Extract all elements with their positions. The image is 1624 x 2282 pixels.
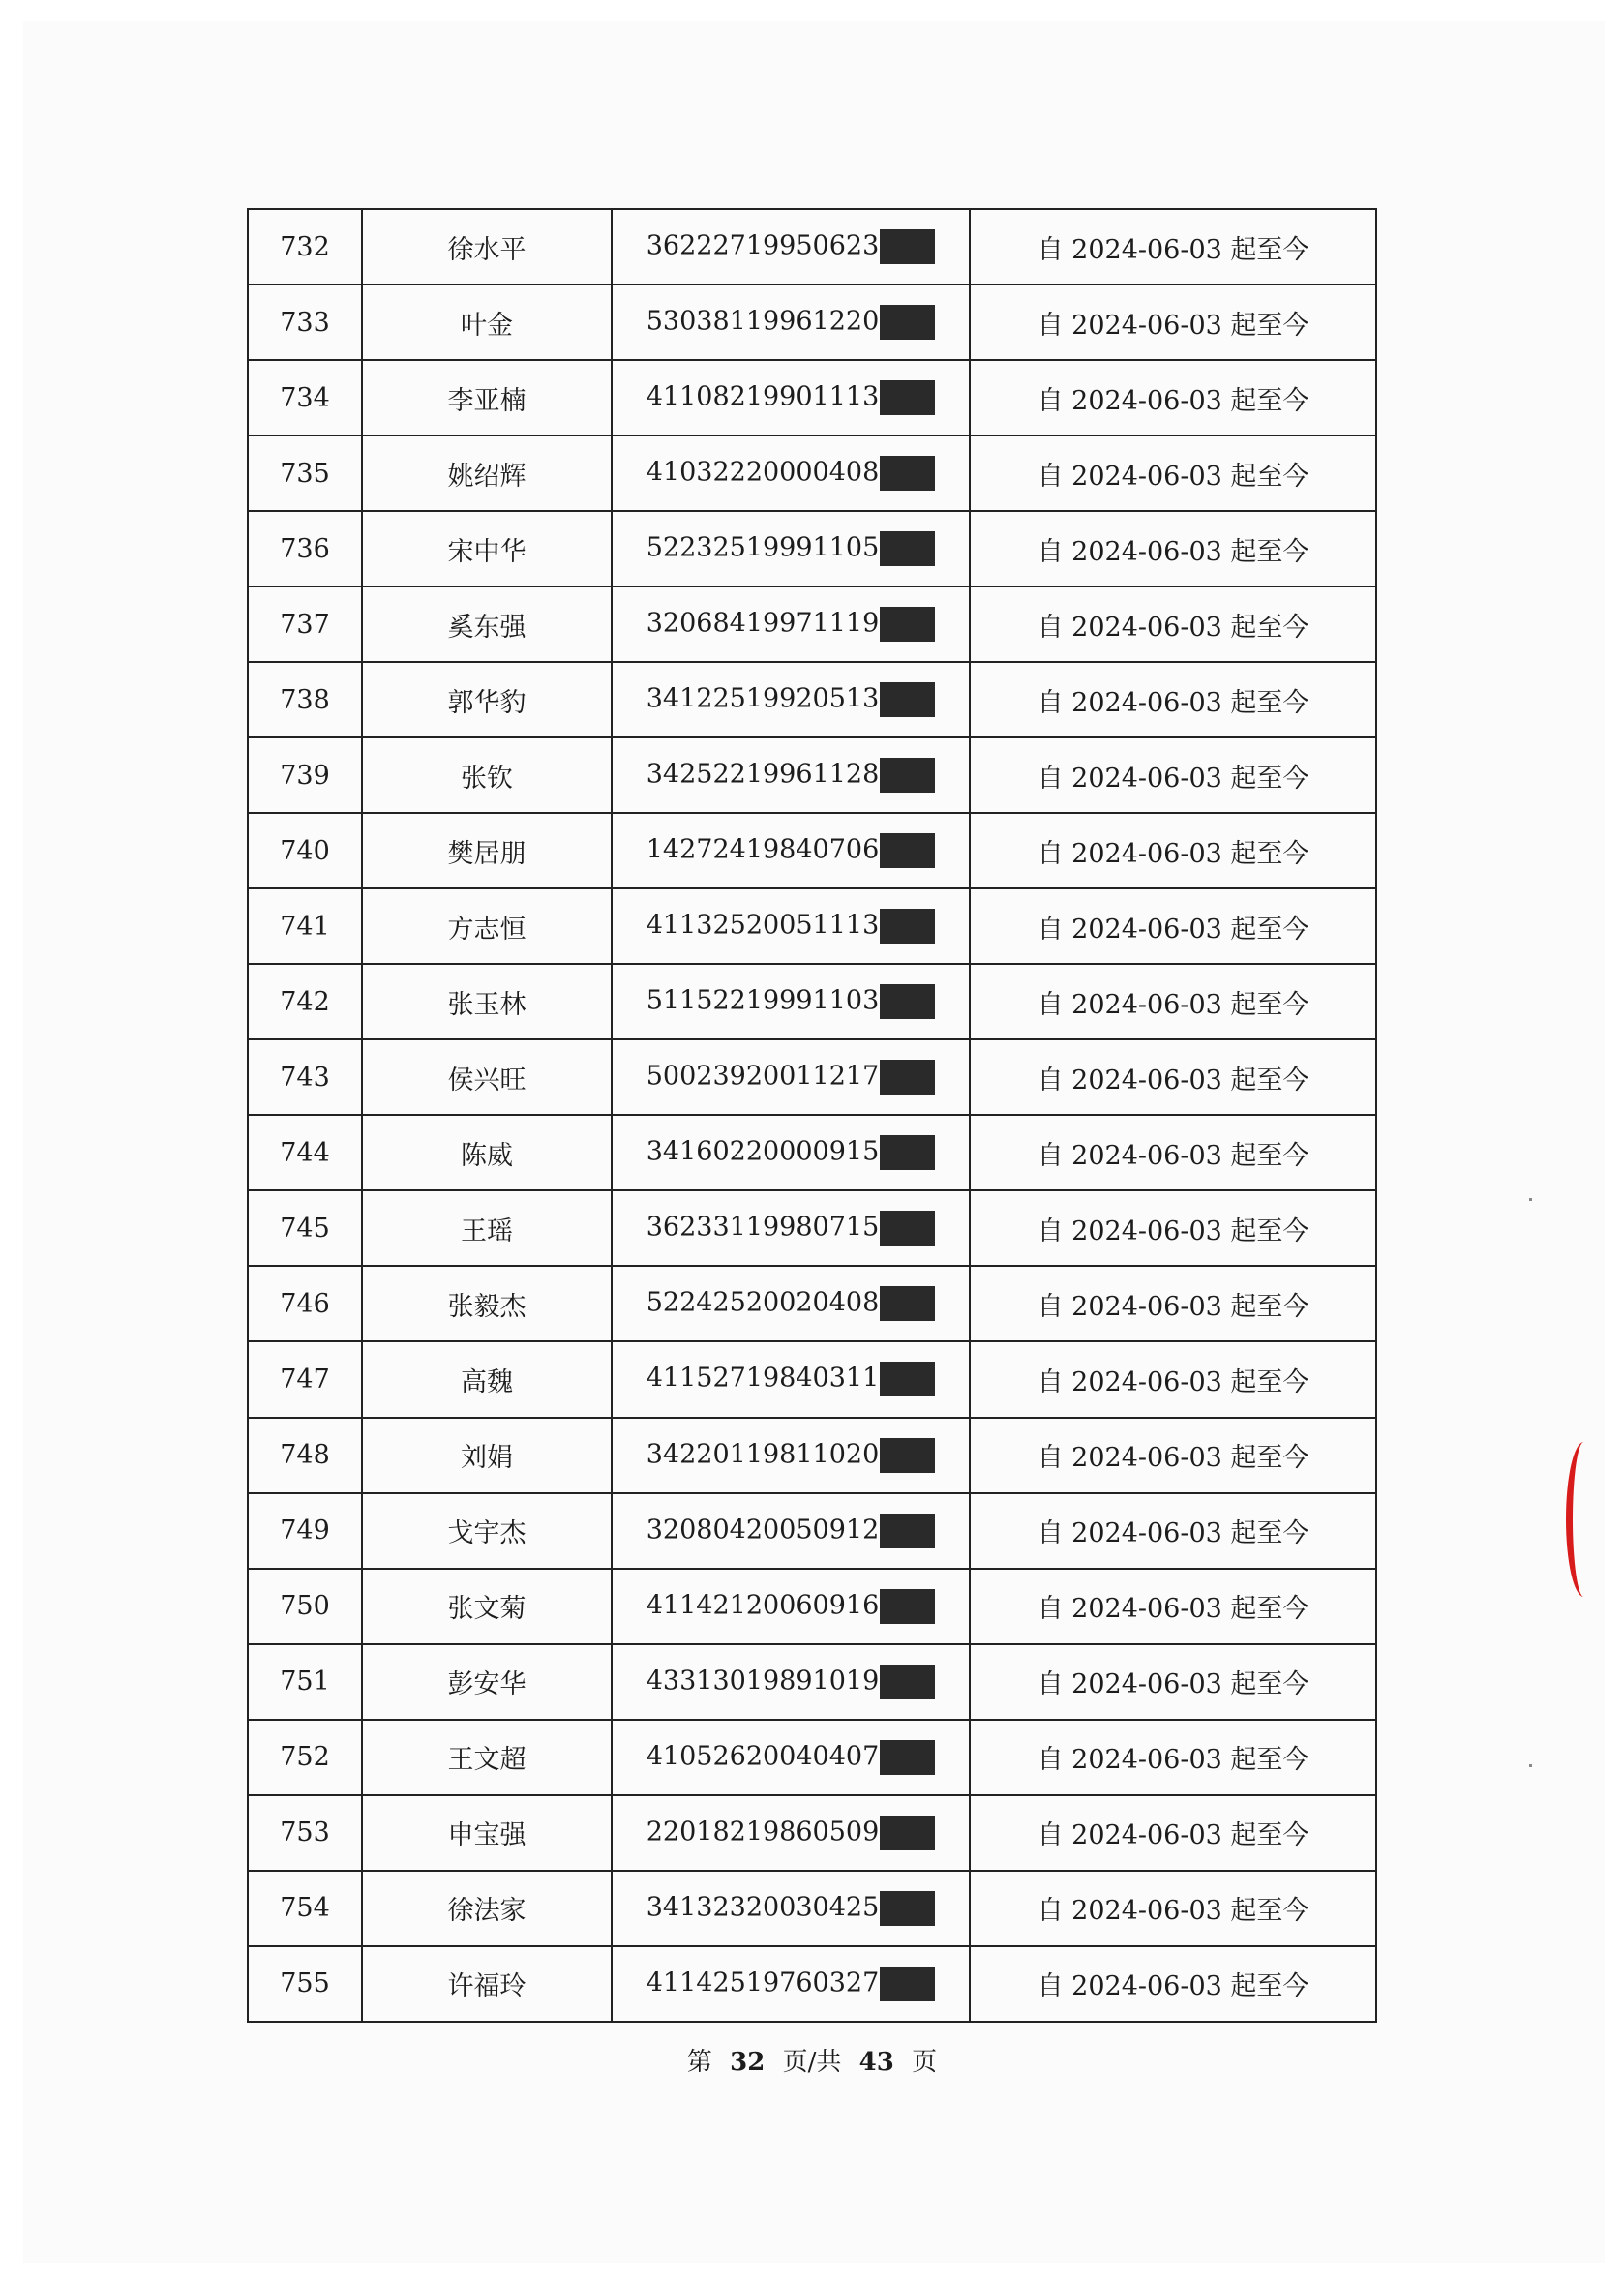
table-row	[248, 1720, 1376, 1795]
row-number: 747	[248, 1341, 362, 1417]
id-number-cell	[612, 662, 970, 737]
table-row	[248, 209, 1376, 285]
id-number-cell	[612, 285, 970, 360]
start-date: 自 2024-06-03 起至今	[970, 1115, 1376, 1190]
row-number: 740	[248, 813, 362, 888]
id-number-cell	[612, 360, 970, 435]
id-number-cell	[612, 1418, 970, 1493]
row-number: 750	[248, 1569, 362, 1644]
scan-speck	[1529, 1764, 1532, 1767]
row-number: 746	[248, 1266, 362, 1341]
table-row	[248, 1115, 1376, 1190]
start-date: 自 2024-06-03 起至今	[970, 1266, 1376, 1341]
footer-middle: 页/共	[782, 2048, 842, 2077]
id-number-visible: 41142120060916	[646, 1590, 880, 1621]
row-number: 745	[248, 1190, 362, 1266]
redaction-block	[880, 1135, 935, 1170]
table-row	[248, 586, 1376, 662]
id-number-visible: 51152219991103	[646, 985, 880, 1016]
person-name: 申宝强	[362, 1795, 612, 1871]
id-number-visible: 41152719840311	[646, 1363, 880, 1394]
id-number-cell	[612, 1871, 970, 1946]
redaction-block	[880, 1589, 935, 1624]
row-number: 742	[248, 964, 362, 1039]
row-number: 753	[248, 1795, 362, 1871]
row-number: 736	[248, 511, 362, 586]
id-number-visible: 34220119811020	[646, 1439, 880, 1470]
start-date: 自 2024-06-03 起至今	[970, 964, 1376, 1039]
id-number-visible: 32068419971119	[646, 608, 880, 639]
person-name: 刘娟	[362, 1418, 612, 1493]
redaction-block	[880, 305, 935, 340]
id-number-cell	[612, 1720, 970, 1795]
id-number-cell	[612, 1190, 970, 1266]
row-number: 755	[248, 1946, 362, 2022]
redaction-block	[880, 1891, 935, 1926]
person-name: 许福玲	[362, 1946, 612, 2022]
redaction-block	[880, 380, 935, 415]
redaction-block	[880, 1362, 935, 1396]
id-number-visible: 50023920011217	[646, 1061, 880, 1092]
id-number-cell	[612, 586, 970, 662]
person-name: 李亚楠	[362, 360, 612, 435]
redaction-block	[880, 531, 935, 566]
id-number-visible: 34252219961128	[646, 759, 880, 790]
person-name: 宋中华	[362, 511, 612, 586]
table-row	[248, 435, 1376, 511]
id-number-cell	[612, 209, 970, 285]
redaction-block	[880, 984, 935, 1019]
start-date: 自 2024-06-03 起至今	[970, 360, 1376, 435]
start-date: 自 2024-06-03 起至今	[970, 1720, 1376, 1795]
start-date: 自 2024-06-03 起至今	[970, 1946, 1376, 2022]
person-name: 徐水平	[362, 209, 612, 285]
start-date: 自 2024-06-03 起至今	[970, 511, 1376, 586]
start-date: 自 2024-06-03 起至今	[970, 1795, 1376, 1871]
id-number-visible: 41142519760327	[646, 1967, 880, 1998]
id-number-visible: 41132520051113	[646, 910, 880, 941]
table-row	[248, 1946, 1376, 2022]
table-row	[248, 360, 1376, 435]
id-number-visible: 53038119961220	[646, 306, 880, 337]
redaction-block	[880, 1665, 935, 1699]
table-row	[248, 285, 1376, 360]
table-row	[248, 964, 1376, 1039]
row-number: 744	[248, 1115, 362, 1190]
id-number-visible: 52232519991105	[646, 532, 880, 563]
person-name: 侯兴旺	[362, 1039, 612, 1115]
table-row	[248, 1795, 1376, 1871]
id-number-visible: 34122519920513	[646, 683, 880, 714]
footer-current-page: 32	[730, 2048, 766, 2077]
start-date: 自 2024-06-03 起至今	[970, 662, 1376, 737]
start-date: 自 2024-06-03 起至今	[970, 1569, 1376, 1644]
id-number-visible: 41052620040407	[646, 1741, 880, 1772]
table-row	[248, 737, 1376, 813]
person-name: 叶金	[362, 285, 612, 360]
id-number-cell	[612, 1115, 970, 1190]
redaction-block	[880, 1514, 935, 1548]
redaction-block	[880, 758, 935, 793]
person-name: 樊居朋	[362, 813, 612, 888]
id-number-cell	[612, 1946, 970, 2022]
redaction-block	[880, 1438, 935, 1473]
table-row	[248, 1871, 1376, 1946]
footer-suffix: 页	[912, 2048, 938, 2077]
row-number: 752	[248, 1720, 362, 1795]
person-name: 姚绍辉	[362, 435, 612, 511]
table-row	[248, 662, 1376, 737]
person-name: 彭安华	[362, 1644, 612, 1720]
table-row	[248, 1644, 1376, 1720]
id-number-visible: 36233119980715	[646, 1212, 880, 1243]
id-number-visible: 41108219901113	[646, 381, 880, 412]
table-row	[248, 1493, 1376, 1569]
table-row	[248, 1569, 1376, 1644]
id-number-cell	[612, 1039, 970, 1115]
row-number: 751	[248, 1644, 362, 1720]
id-number-visible: 52242520020408	[646, 1287, 880, 1318]
start-date: 自 2024-06-03 起至今	[970, 1493, 1376, 1569]
id-number-cell	[612, 1266, 970, 1341]
id-number-cell	[612, 964, 970, 1039]
table-row	[248, 1341, 1376, 1417]
row-number: 741	[248, 888, 362, 964]
start-date: 自 2024-06-03 起至今	[970, 1644, 1376, 1720]
redaction-block	[880, 1967, 935, 2001]
redaction-block	[880, 1211, 935, 1246]
person-name: 张文菊	[362, 1569, 612, 1644]
id-number-visible: 14272419840706	[646, 834, 880, 865]
person-name: 王瑶	[362, 1190, 612, 1266]
person-name: 张毅杰	[362, 1266, 612, 1341]
start-date: 自 2024-06-03 起至今	[970, 737, 1376, 813]
person-name: 徐法家	[362, 1871, 612, 1946]
id-number-visible: 22018219860509	[646, 1817, 880, 1847]
redaction-block	[880, 607, 935, 642]
row-number: 749	[248, 1493, 362, 1569]
id-number-visible: 41032220000408	[646, 457, 880, 488]
row-number: 738	[248, 662, 362, 737]
row-number: 735	[248, 435, 362, 511]
redaction-block	[880, 1740, 935, 1775]
start-date: 自 2024-06-03 起至今	[970, 285, 1376, 360]
id-number-cell	[612, 435, 970, 511]
scan-speck	[1529, 1198, 1532, 1201]
person-name: 奚东强	[362, 586, 612, 662]
person-name: 王文超	[362, 1720, 612, 1795]
table-row	[248, 1266, 1376, 1341]
id-number-cell	[612, 1493, 970, 1569]
person-name: 张钦	[362, 737, 612, 813]
row-number: 732	[248, 209, 362, 285]
row-number: 748	[248, 1418, 362, 1493]
id-number-cell	[612, 1644, 970, 1720]
roster-table-body	[248, 209, 1376, 2022]
start-date: 自 2024-06-03 起至今	[970, 1418, 1376, 1493]
table-row	[248, 1190, 1376, 1266]
table-row	[248, 511, 1376, 586]
start-date: 自 2024-06-03 起至今	[970, 813, 1376, 888]
id-number-visible: 34160220000915	[646, 1136, 880, 1167]
footer-prefix: 第	[686, 2048, 712, 2077]
redaction-block	[880, 1816, 935, 1850]
id-number-visible: 32080420050912	[646, 1515, 880, 1546]
start-date: 自 2024-06-03 起至今	[970, 435, 1376, 511]
start-date: 自 2024-06-03 起至今	[970, 1039, 1376, 1115]
table-row	[248, 888, 1376, 964]
row-number: 737	[248, 586, 362, 662]
table-row	[248, 1418, 1376, 1493]
redaction-block	[880, 833, 935, 868]
id-number-cell	[612, 1795, 970, 1871]
person-name: 方志恒	[362, 888, 612, 964]
page-footer	[0, 2042, 1624, 2078]
id-number-visible: 34132320030425	[646, 1892, 880, 1923]
start-date: 自 2024-06-03 起至今	[970, 888, 1376, 964]
id-number-cell	[612, 511, 970, 586]
row-number: 754	[248, 1871, 362, 1946]
person-name: 郭华豹	[362, 662, 612, 737]
table-row	[248, 1039, 1376, 1115]
person-name: 张玉林	[362, 964, 612, 1039]
person-name: 高魏	[362, 1341, 612, 1417]
start-date: 自 2024-06-03 起至今	[970, 1190, 1376, 1266]
row-number: 739	[248, 737, 362, 813]
start-date: 自 2024-06-03 起至今	[970, 586, 1376, 662]
id-number-visible: 43313019891019	[646, 1666, 880, 1696]
id-number-cell	[612, 737, 970, 813]
id-number-visible: 36222719950623	[646, 230, 880, 261]
row-number: 733	[248, 285, 362, 360]
redaction-block	[880, 1286, 935, 1321]
redaction-block	[880, 909, 935, 944]
roster-table	[247, 208, 1377, 2023]
person-name: 戈宇杰	[362, 1493, 612, 1569]
start-date: 自 2024-06-03 起至今	[970, 209, 1376, 285]
row-number: 734	[248, 360, 362, 435]
start-date: 自 2024-06-03 起至今	[970, 1341, 1376, 1417]
redaction-block	[880, 456, 935, 491]
person-name: 陈威	[362, 1115, 612, 1190]
red-seal-edge	[1566, 1442, 1602, 1597]
id-number-cell	[612, 888, 970, 964]
id-number-cell	[612, 813, 970, 888]
footer-total-pages: 43	[858, 2048, 894, 2077]
id-number-cell	[612, 1569, 970, 1644]
table-row	[248, 813, 1376, 888]
id-number-cell	[612, 1341, 970, 1417]
row-number: 743	[248, 1039, 362, 1115]
start-date: 自 2024-06-03 起至今	[970, 1871, 1376, 1946]
redaction-block	[880, 682, 935, 717]
redaction-block	[880, 1060, 935, 1095]
redaction-block	[880, 229, 935, 264]
